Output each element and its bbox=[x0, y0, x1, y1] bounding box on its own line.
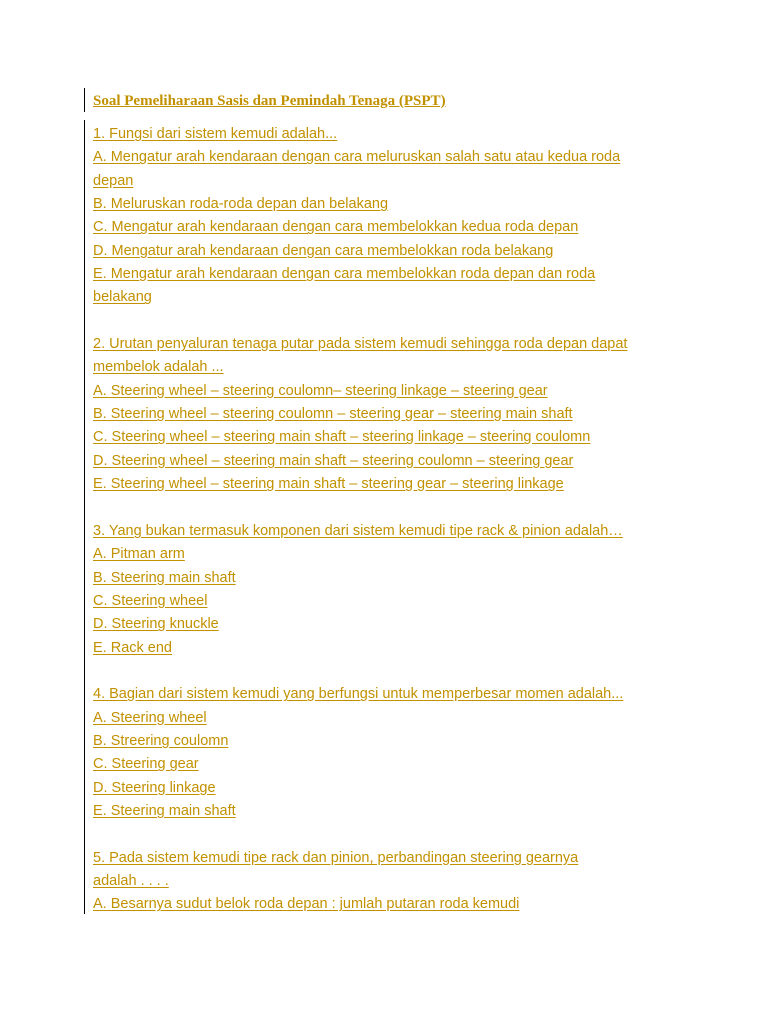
content-margin-bar bbox=[84, 120, 85, 914]
q4-option-d: D. Steering linkage bbox=[93, 779, 216, 796]
q5-option-a: A. Besarnya sudut belok roda depan : jumlah putaran roda kemudi bbox=[93, 896, 520, 913]
q3-option-c: C. Steering wheel bbox=[93, 592, 208, 609]
spacer bbox=[93, 310, 693, 333]
question-5-continued: adalah . . . . bbox=[93, 873, 169, 889]
q2-option-b: B. Steering wheel – steering coulomn – steering gear – steering main shaft bbox=[93, 406, 573, 423]
q1-option-a-continued: depan bbox=[93, 172, 134, 189]
question-5: 5. Pada sistem kemudi tipe rack dan pinion, perbandingan steering gearnya bbox=[93, 849, 579, 866]
spacer bbox=[93, 660, 693, 683]
q3-option-e: E. Rack end bbox=[93, 639, 172, 656]
spacer bbox=[93, 823, 693, 846]
q4-option-b: B. Streering coulomn bbox=[93, 732, 229, 749]
q1-option-a: A. Mengatur arah kendaraan dengan cara meluruskan salah satu atau kedua roda bbox=[93, 149, 621, 166]
q3-option-a: A. Pitman arm bbox=[93, 546, 185, 563]
q2-option-a: A. Steering wheel – steering coulomn– steering linkage – steering gear bbox=[93, 382, 548, 399]
question-1: 1. Fungsi dari sistem kemudi adalah... bbox=[93, 126, 338, 142]
q3-option-d: D. Steering knuckle bbox=[93, 616, 219, 633]
q1-option-c: C. Mengatur arah kendaraan dengan cara membelokkan kedua roda depan bbox=[93, 219, 579, 236]
q4-option-a: A. Steering wheel bbox=[93, 709, 207, 726]
question-list bbox=[93, 123, 693, 917]
q1-option-d: D. Mengatur arah kendaraan dengan cara membelokkan roda belakang bbox=[93, 242, 554, 259]
q2-option-c: C. Steering wheel – steering main shaft – steering linkage – steering coulomn bbox=[93, 429, 591, 446]
document-title: Soal Pemeliharaan Sasis dan Pemindah Tenaga (PSPT) bbox=[93, 93, 446, 109]
q1-option-e-continued: belakang bbox=[93, 289, 152, 306]
title-margin-bar bbox=[84, 88, 85, 112]
question-2: 2. Urutan penyaluran tenaga putar pada sistem kemudi sehingga roda depan dapat bbox=[93, 336, 628, 353]
q4-option-e: E. Steering main shaft bbox=[93, 802, 236, 819]
question-4: 4. Bagian dari sistem kemudi yang berfungsi untuk memperbesar momen adalah... bbox=[93, 686, 624, 703]
question-2-continued: membelok adalah ... bbox=[93, 359, 224, 376]
q2-option-e: E. Steering wheel – steering main shaft – steering gear – steering linkage bbox=[93, 476, 564, 493]
question-3: 3. Yang bukan termasuk komponen dari sistem kemudi tipe rack & pinion adalah… bbox=[93, 522, 623, 539]
q1-option-b: B. Meluruskan roda-roda depan dan belakang bbox=[93, 196, 389, 213]
spacer bbox=[93, 497, 693, 520]
q4-option-c: C. Steering gear bbox=[93, 756, 199, 773]
q3-option-b: B. Steering main shaft bbox=[93, 569, 236, 586]
q2-option-d: D. Steering wheel – steering main shaft – steering coulomn – steering gear bbox=[93, 452, 574, 469]
q1-option-e: E. Mengatur arah kendaraan dengan cara membelokkan roda depan dan roda bbox=[93, 266, 596, 283]
